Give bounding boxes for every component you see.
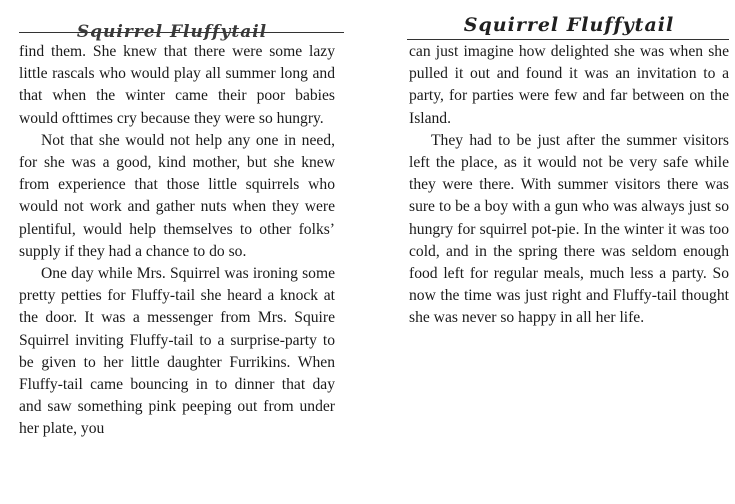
paragraph: Not that she would not help any one in need, for she was a good, kind mother, but she knew from experience that those little squirrels who would not work and gather nuts when they were plentiful, would help themselves to other folks’ supply if they had a chance to do so. (19, 131, 335, 260)
page-text (409, 41, 729, 330)
header-rule (407, 39, 729, 40)
left-page (0, 0, 345, 504)
paragraph: One day while Mrs. Squirrel was ironing some pretty petties for Fluffy-tail she heard a knock at the door. It was a messenger from Mrs. Squire Squirrel inviting Fluffy-tail to a surprise-party to be given to her little daughter Furrikins. When Fluffy-tail came bouncing in to dinner that day and saw something pink peeping out from under her plate, you (19, 265, 335, 438)
running-header: Squirrel Fluffytail (463, 14, 675, 36)
page-gutter (345, 0, 368, 504)
paragraph: They had to be just after the summer visitors left the place, as it would not be very safe while they were there. With summer visitors there was sure to be a boy with a gun who was always just so hungry for squirrel pot-pie. In the winter it was too cold, and in the spring there was seldom enough food left for regular meals, much less a party. So now the time was just right and Fluffy-tail thought she was never so happy in all her life. (409, 131, 729, 327)
running-header: Squirrel Fluffytail (76, 22, 268, 42)
paragraph: can just imagine how delighted she was when she pulled it out and found it was an invitation to a party, for parties were few and far between on the Island. (409, 43, 729, 127)
page-text (9, 41, 335, 441)
paragraph: find them. She knew that there were some lazy little rascals who would play all summer long and that when the winter came their poor babies would ofttimes cry because they were so hungry. (19, 43, 335, 127)
right-page (368, 0, 735, 504)
